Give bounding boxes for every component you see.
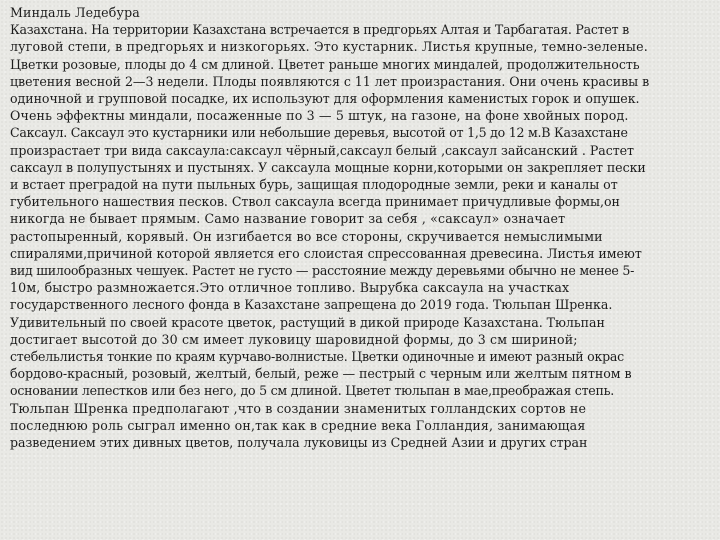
text-line: никогда не бывает прямым. Само название говорит за себя , «саксаул» означает [10, 211, 566, 227]
text-line: Саксаул. Саксаул это кустарники или небольшие деревья, высотой от 1,5 до 12 м.В Казахстане [10, 125, 628, 141]
text-line: саксаул в полупустынях и пустынях. У саксаула мощные корни,которыми он закрепляет пески [10, 159, 646, 175]
text-line: цветения весной 2—3 недели. Плоды появляются с 11 лет произрастания. Они очень красивы в [10, 73, 650, 89]
text-line: одиночной и групповой посадке, их используют для оформления каменистых горок и опушек. [10, 91, 640, 107]
text-line: Удивительный по своей красоте цветок, растущий в дикой природе Казахстана. Тюльпан [10, 314, 605, 330]
text-line: разведением этих дивных цветов, получала луковицы из Средней Азии и других стран [10, 435, 588, 451]
text-line: Казахстана. На территории Казахстана встречается в предгорьях Алтая и Тарбагатая. Растет в [10, 22, 629, 38]
text-line: произрастает три вида саксаула:саксаул чёрный,саксаул белый ,саксаул зайсанский . Растет [10, 142, 634, 158]
document-title: Миндаль Ледебура [10, 5, 140, 20]
text-line: государственного лесного фонда в Казахстане запрещена до 2019 года. Тюльпан Шренка. [10, 297, 613, 313]
text-line: Цветки розовые, плоды до 4 см длиной. Цветет раньше многих миндалей, продолжительность [10, 56, 640, 72]
text-line: 10м, быстро размножается.Это отличное топливо. Вырубка саксаула на участках [10, 280, 570, 296]
text-line: вид шилообразных чешуек. Растет не густо — расстояние между деревьями обычно не менее 5- [10, 263, 635, 279]
text-line: стебельлистья тонкие по краям курчаво-волнистые. Цветки одиночные и имеют разный окрас [10, 349, 624, 365]
text-line: Очень эффектны миндали, посаженные по 3 — 5 штук, на газоне, на фоне хвойных пород. [10, 108, 629, 124]
text-line: луговой степи, в предгорьях и низкогорьях. Это кустарник. Листья крупные, темно-зеленые. [10, 39, 648, 55]
text-line: бордово-красный, розовый, желтый, белый, реже — пестрый с черным или желтым пятном в [10, 366, 632, 382]
text-line: Тюльпан Шренка предполагают ,что в создании знаменитых голландских сортов не [10, 400, 587, 416]
text-line: и встает преградой на пути пыльных бурь, защищая плодородные земли, реки и каналы от [10, 177, 618, 193]
document-text [10, 4, 712, 451]
text-line: последнюю роль сыграл именно он,так как в средние века Голландия, занимающая [10, 417, 586, 433]
text-line: губительного нашествия песков. Ствол саксаула всегда принимает причудливые формы,он [10, 194, 620, 210]
text-line: основании лепестков или без него, до 5 см длиной. Цветет тюльпан в мае,преображая степь. [10, 383, 614, 399]
text-line: достигает высотой до 30 см имеет луковицу шаровидной формы, до 3 см шириной; [10, 331, 578, 347]
text-line: растопыренный, корявый. Он изгибается во все стороны, скручивается немыслимыми [10, 228, 603, 244]
text-line: спиралями,причиной которой является его слоистая спрессованная древесина. Листья имеют [10, 245, 642, 261]
